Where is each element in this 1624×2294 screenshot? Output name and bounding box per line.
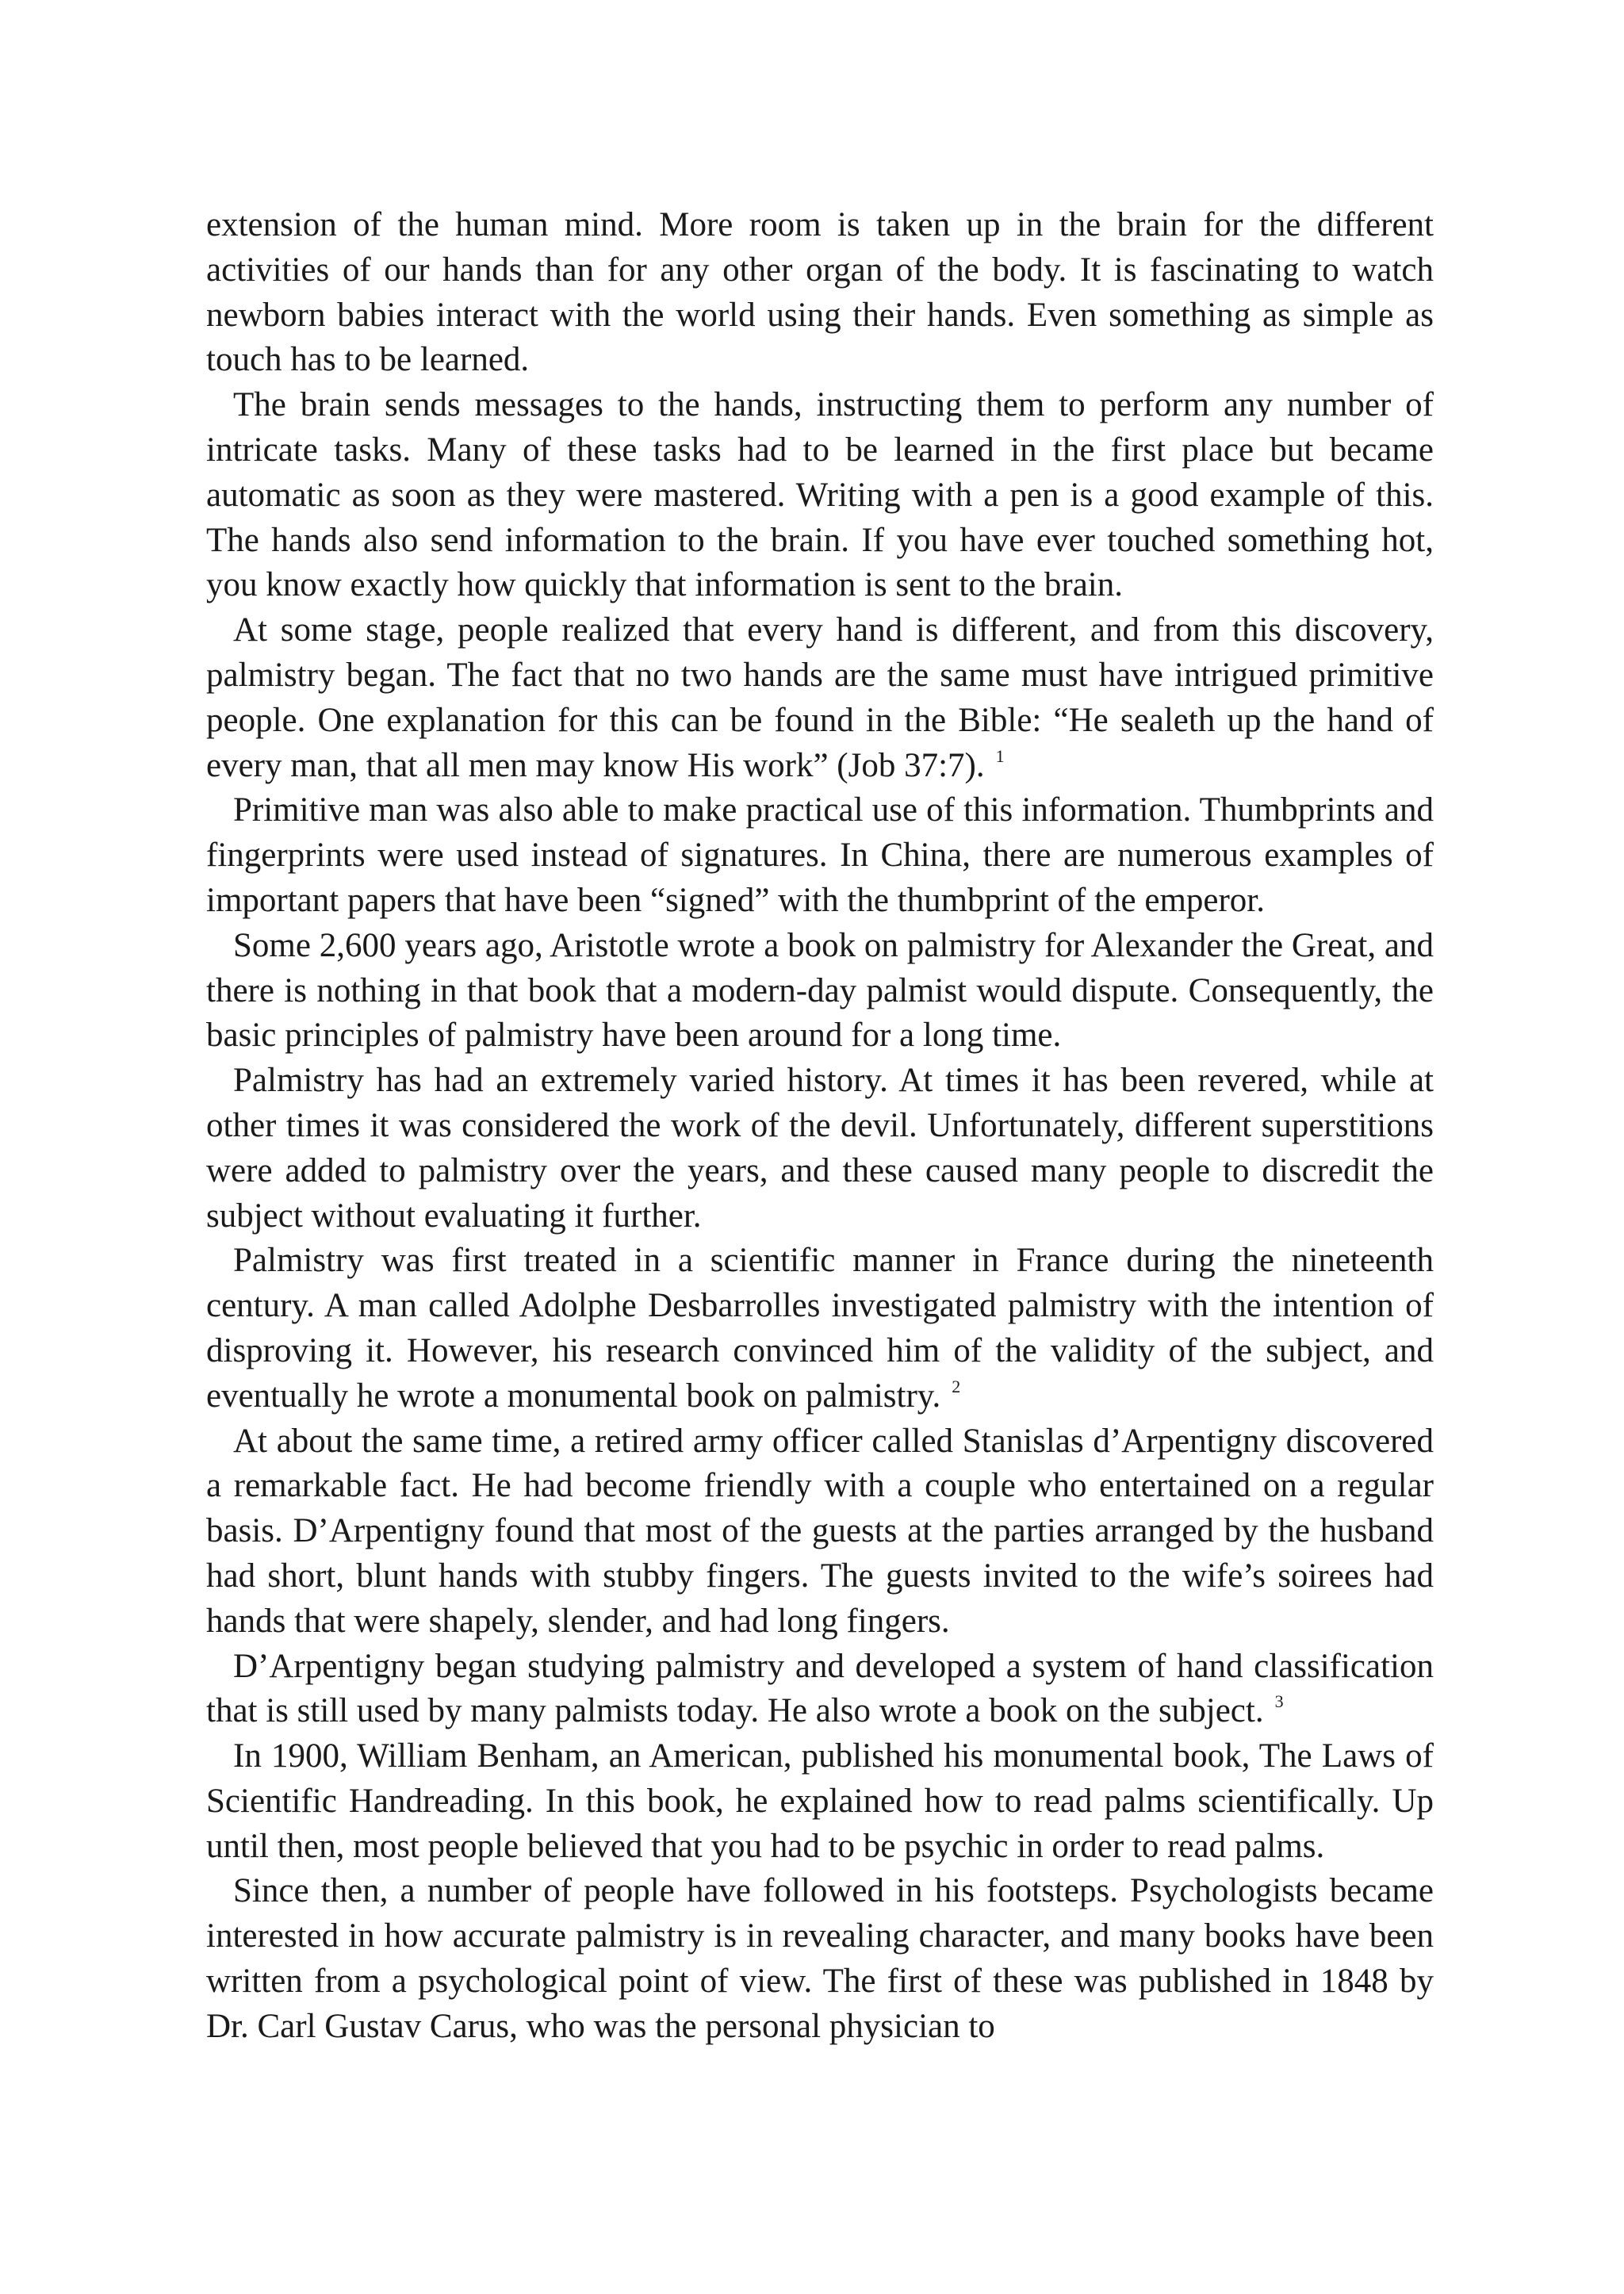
paragraph-7 [206,1239,1434,1419]
paragraph-6 [206,1059,1434,1239]
paragraph-text: The brain sends messages to the hands, instructing them to perform any number of intricate tasks. Many of these tasks had to be learned in the first place but became automatic as soon as they were mastered. Writing with a pen is a good example of this. The hands also send information to the brain. If you have ever touched something hot, you know exactly how quickly that information is sent to the brain. [206,386,1434,604]
paragraph-text: extension of the human mind. More room is taken up in the brain for the different activities of our hands than for any other organ of the body. It is fascinating to watch newborn babies interact with the world using their hands. Even something as simple as touch has to be learned. [206,206,1434,379]
paragraph-5 [206,924,1434,1059]
paragraph-text: Since then, a number of people have followed in his footsteps. Psychologists became interested in how accurate palmistry is in revealing character, and many books have been written from a psychological point of view. The first of these was published in 1848 by Dr. Carl Gustav Carus, who was the personal physician to [206,1872,1434,2045]
paragraph-text: Palmistry has had an extremely varied history. At times it has been revered, while at other times it was considered the work of the devil. Unfortunately, different superstitions were added to palmistry over the years, and these caused many people to discredit the subject without evaluating it further. [206,1062,1434,1235]
footnote-marker: 1 [995,745,1005,766]
book-page-body [206,203,1434,2050]
paragraph-text: Palmistry was first treated in a scientific manner in France during the nineteenth century. A man called Adolphe Desbarrolles investigated palmistry with the intention of disproving it. However, his research convinced him of the validity of the subject, and eventually he wrote a monumental book on palmistry. [206,1242,1434,1415]
paragraph-text: At about the same time, a retired army officer called Stanislas d’Arpentigny discovered a remarkable fact. He had become friendly with a couple who entertained on a regular basis. D’Arpentigny found that most of the guests at the parties arranged by the husband had short, blunt hands with stubby fingers. The guests invited to the wife’s soirees had hands that were shapely, slender, and had long fingers. [206,1422,1434,1640]
paragraph-text: Some 2,600 years ago, Aristotle wrote a book on palmistry for Alexander the Great, and there is nothing in that book that a modern-day palmist would dispute. Consequently, the basic principles of palmistry have been around for a long time. [206,926,1434,1055]
paragraph-3 [206,608,1434,788]
footnote-marker: 3 [1274,1691,1284,1712]
paragraph-4 [206,788,1434,923]
paragraph-10 [206,1734,1434,1869]
footnote-marker: 2 [952,1376,961,1396]
paragraph-text: Primitive man was also able to make practical use of this information. Thumbprints and fingerprints were used instead of signatures. In China, there are numerous examples of important papers that have been “signed” with the thumbprint of the emperor. [206,791,1434,919]
paragraph-2 [206,383,1434,608]
paragraph-11 [206,1869,1434,2049]
paragraph-text: D’Arpentigny began studying palmistry and developed a system of hand classification that is still used by many palmists today. He also wrote a book on the subject. [206,1647,1434,1730]
paragraph-8 [206,1419,1434,1645]
paragraph-1 [206,203,1434,383]
paragraph-9 [206,1645,1434,1735]
paragraph-text: In 1900, William Benham, an American, published his monumental book, The Laws of Scientific Handreading. In this book, he explained how to read palms scientifically. Up until then, most people believed that you had to be psychic in order to read palms. [206,1737,1434,1865]
paragraph-text: At some stage, people realized that every hand is different, and from this discovery, palmistry began. The fact that no two hands are the same must have intrigued primitive people. One explanation for this can be found in the Bible: “He sealeth up the hand of every man, that all men may know His work” (Job 37:7). [206,611,1434,784]
